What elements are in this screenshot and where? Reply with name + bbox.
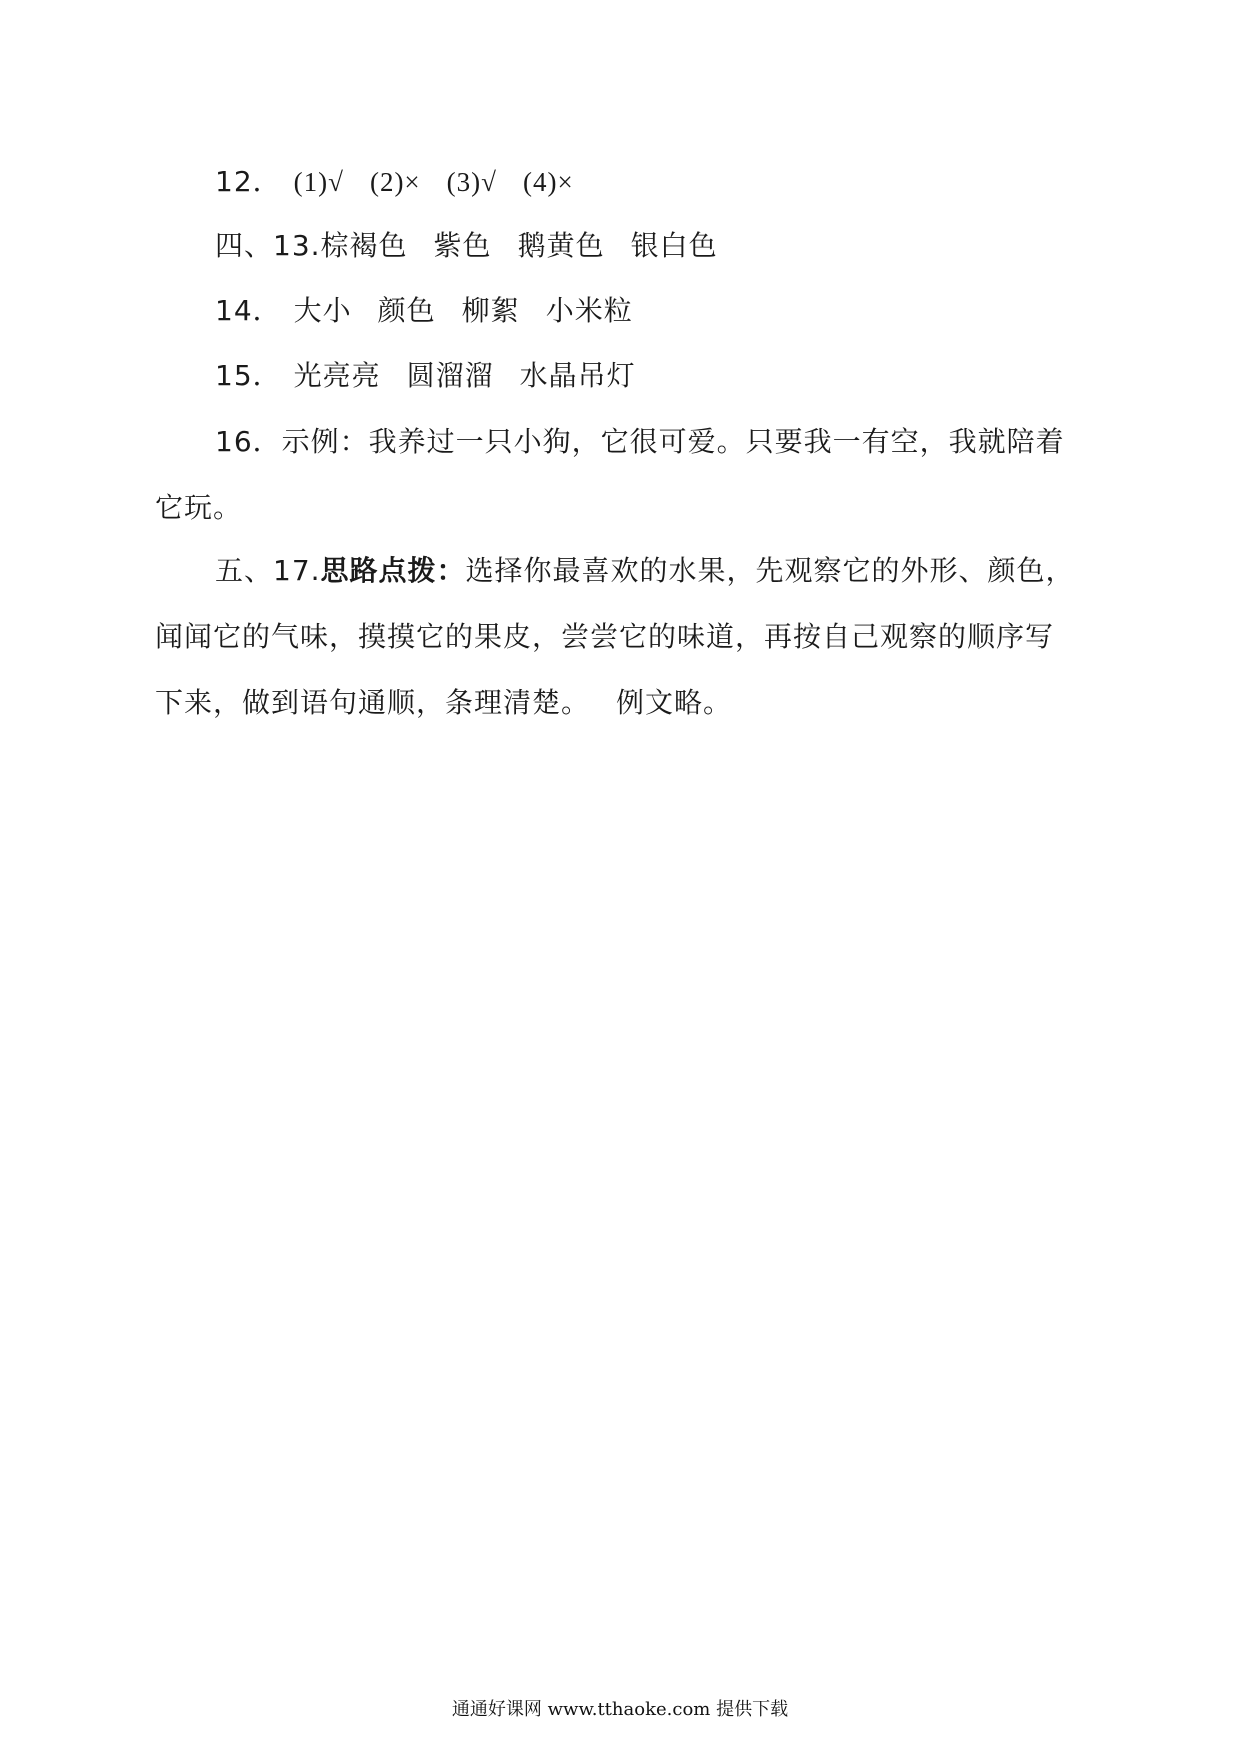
- answer-17-note: 例文略。: [616, 686, 733, 719]
- answer-14-item-2: 颜色: [377, 294, 436, 327]
- answer-16-number: 16．: [215, 425, 282, 458]
- answer-12-item-2: (2)×: [369, 167, 421, 197]
- answer-13-item-2: 紫色: [433, 229, 492, 262]
- answer-17-section: 五、17.: [215, 554, 321, 587]
- answer-12-item-4: (4)×: [522, 167, 574, 197]
- answer-13-item-3: 鹅黄色: [517, 229, 605, 262]
- answer-12: [215, 164, 574, 200]
- answer-15-number: 15．: [215, 359, 282, 392]
- page-footer: 通通好课网 www.tthaoke.com 提供下载: [451, 1699, 789, 1720]
- answer-13-item-1: 棕褐色: [320, 229, 408, 262]
- answer-14: [215, 293, 633, 329]
- answer-15: [215, 358, 636, 394]
- answer-12-item-3: (3)√: [446, 167, 497, 197]
- answer-14-item-3: 柳絮: [461, 294, 520, 327]
- answer-12-item-1: (1)√: [293, 167, 344, 197]
- answer-14-item-4: 小米粒: [545, 294, 633, 327]
- answer-12-number: 12．: [215, 165, 282, 198]
- answer-16-text: 示例：我养过一只小狗，它很可爱。只要我一有空，我就陪着它玩。: [155, 425, 1065, 524]
- answer-14-item-1: 大小: [293, 294, 352, 327]
- answer-15-item-1: 光亮亮: [293, 359, 381, 392]
- answer-13-item-4: 银白色: [630, 229, 718, 262]
- answer-13-section: 四、13.: [215, 229, 321, 262]
- answer-16: [155, 409, 1075, 541]
- answer-15-item-2: 圆溜溜: [406, 359, 494, 392]
- answer-17-text: 选择你最喜欢的水果，先观察它的外形、颜色，闻闻它的气味，摸摸它的果皮，尝尝它的味道，再按自己观察的顺序写下来，做到语句通顺，条理清楚。: [155, 554, 1075, 719]
- answer-17: [155, 538, 1075, 736]
- answer-13: [215, 228, 718, 264]
- answer-14-number: 14．: [215, 294, 282, 327]
- answer-15-item-3: 水晶吊灯: [519, 359, 636, 392]
- answer-17-heading: 思路点拨：: [320, 554, 466, 587]
